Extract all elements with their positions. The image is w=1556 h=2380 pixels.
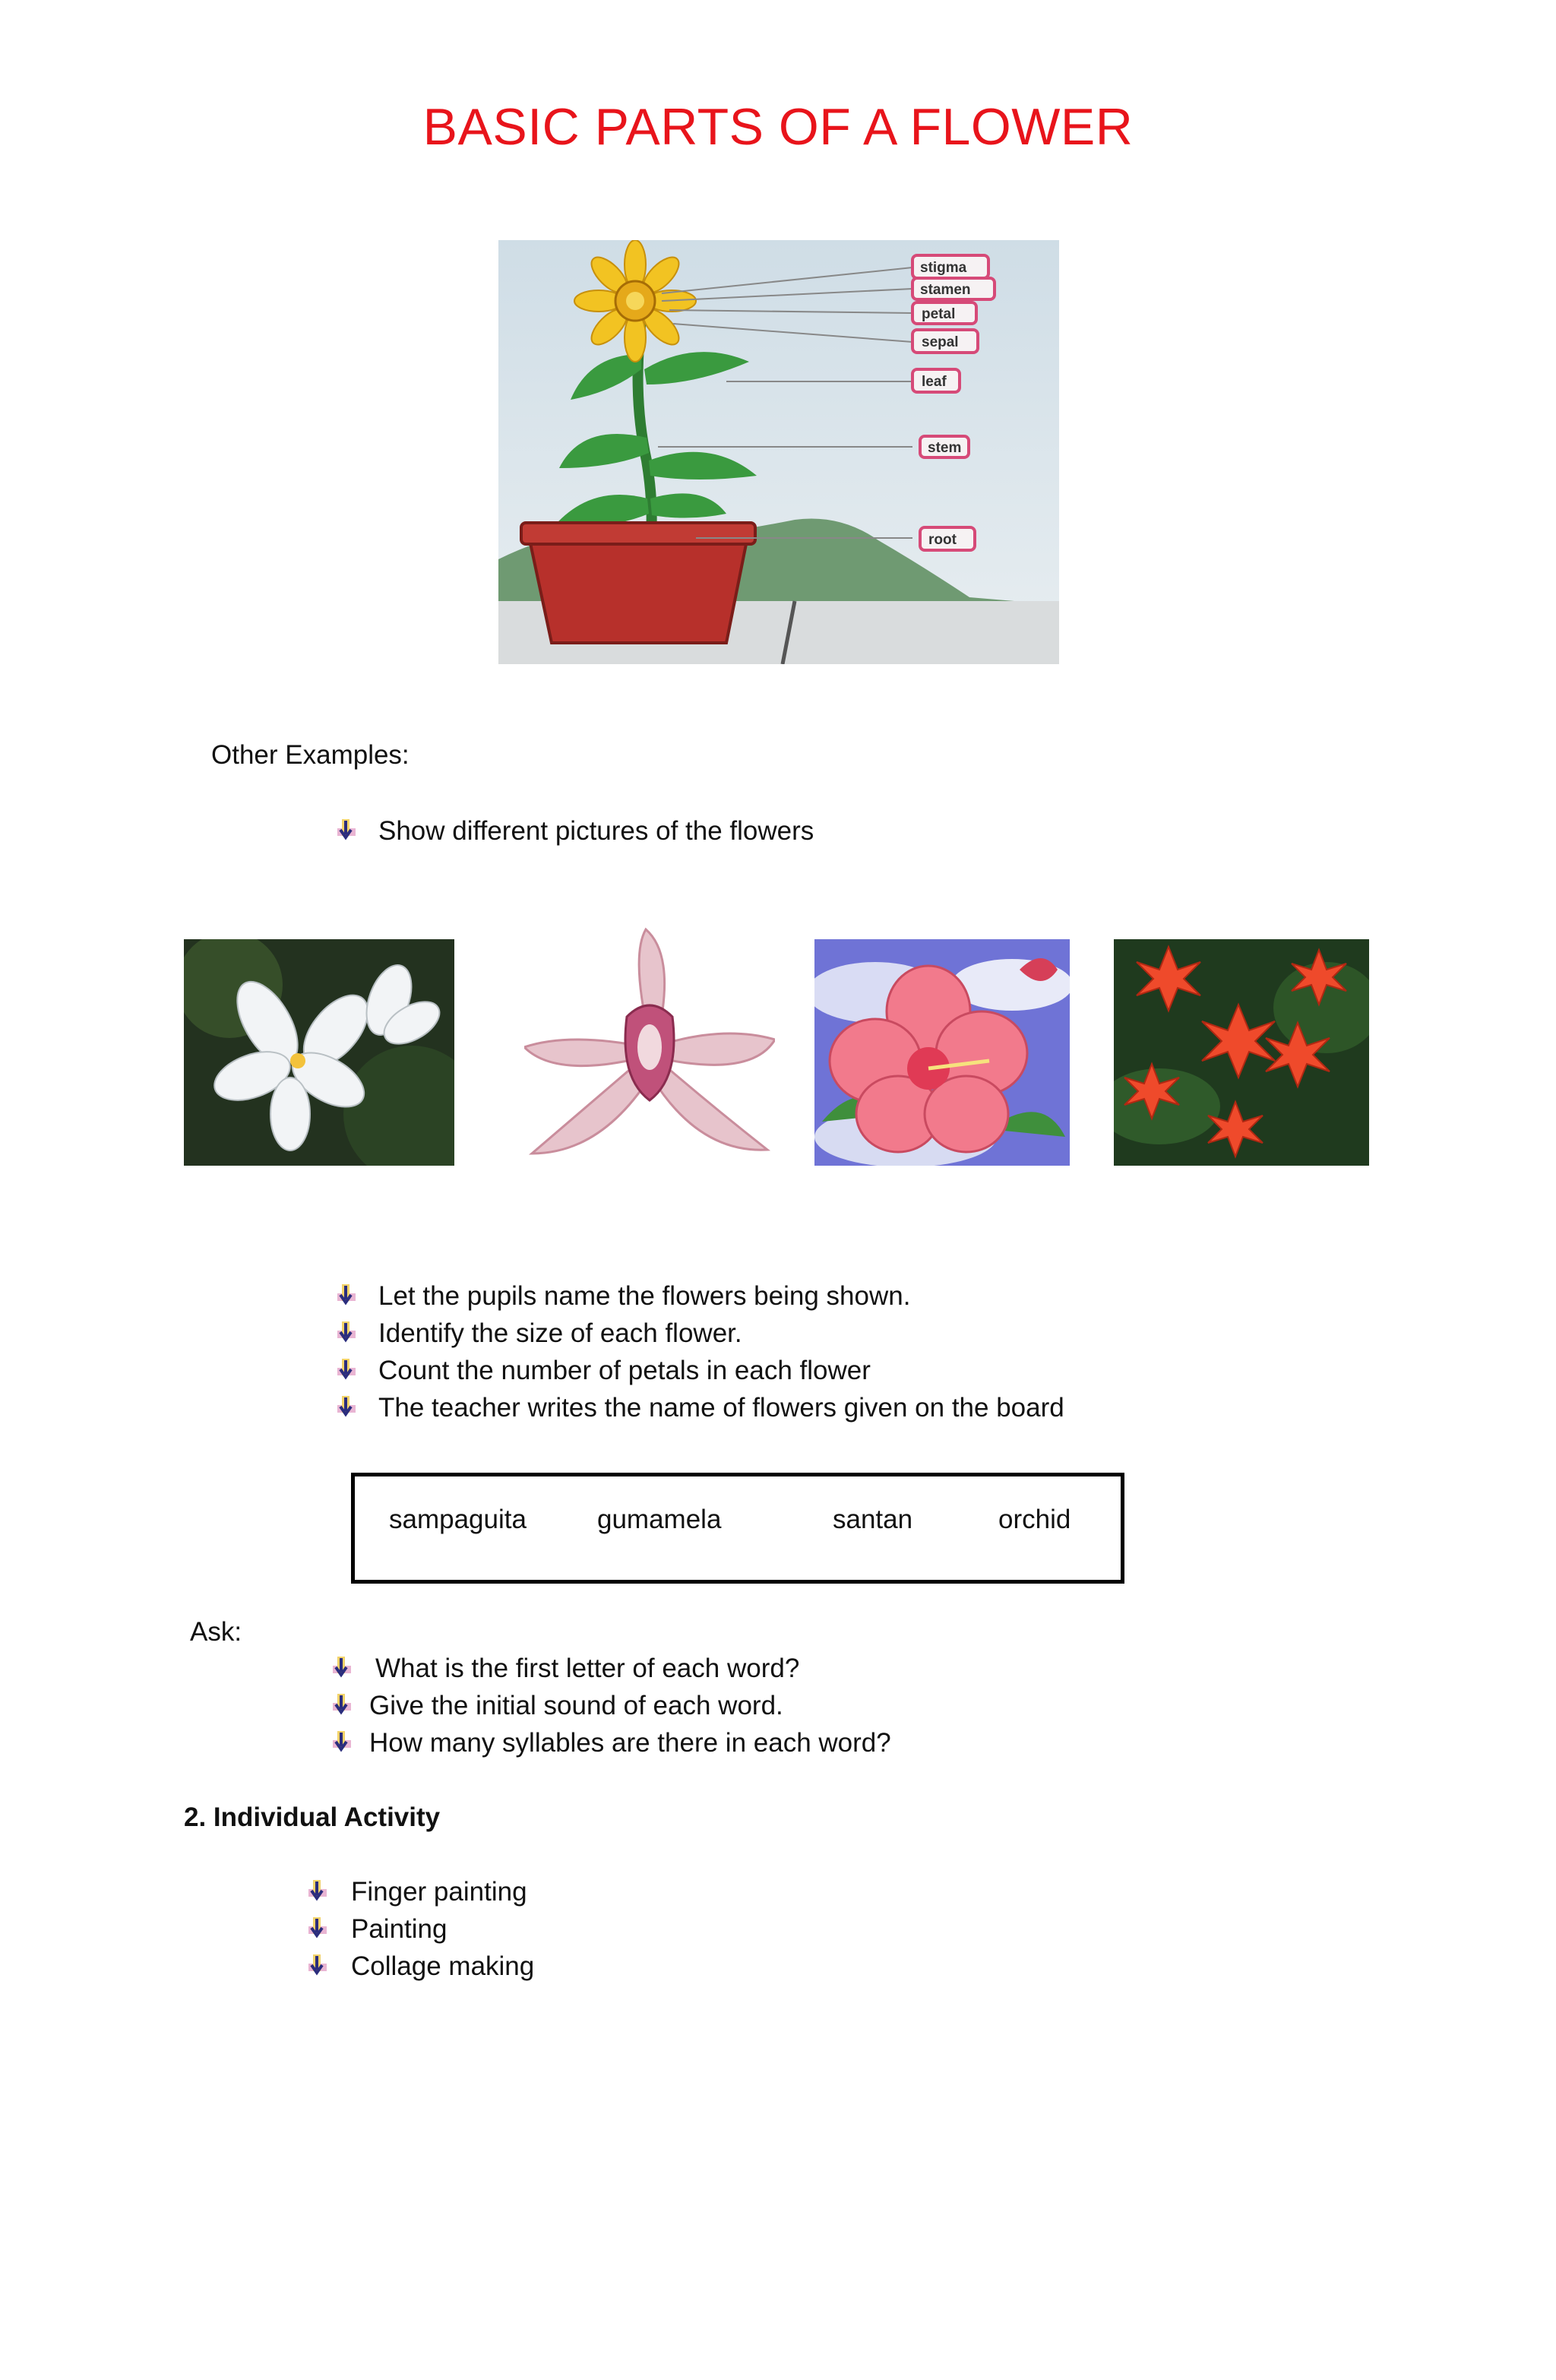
bullet-icon xyxy=(334,1320,359,1344)
flower-name-gumamela: gumamela xyxy=(597,1505,722,1534)
page-title: BASIC PARTS OF A FLOWER xyxy=(422,98,1134,156)
diagram-label-stamen: stamen xyxy=(920,282,971,298)
show-pictures-text: Show different pictures of the flowers xyxy=(378,816,814,846)
flower-name-sampaguita: sampaguita xyxy=(389,1505,527,1534)
diagram-label-stigma: stigma xyxy=(920,260,967,276)
activity-bullet-1: Let the pupils name the flowers being shown. xyxy=(378,1281,911,1311)
flower-parts-diagram xyxy=(498,240,1059,664)
gumamela-photo xyxy=(814,939,1070,1166)
bullet-icon xyxy=(334,1394,359,1419)
bullet-icon xyxy=(305,1953,330,1977)
orchid-photo xyxy=(524,926,775,1163)
activity-bullet-4: The teacher writes the name of flowers given on the board xyxy=(378,1393,1064,1423)
individual-bullet-2: Painting xyxy=(351,1914,448,1944)
diagram-label-leaf: leaf xyxy=(922,374,947,390)
ask-bullet-2: Give the initial sound of each word. xyxy=(369,1691,783,1720)
ask-bullet-3: How many syllables are there in each word? xyxy=(369,1728,891,1758)
ask-bullet-1: What is the first letter of each word? xyxy=(375,1654,800,1683)
bullet-icon xyxy=(334,1357,359,1381)
flower-name-santan: santan xyxy=(833,1505,913,1534)
activity-bullet-2: Identify the size of each flower. xyxy=(378,1318,742,1348)
sampaguita-photo xyxy=(184,939,454,1166)
bullet-icon xyxy=(305,1916,330,1940)
activity-bullet-3: Count the number of petals in each flower xyxy=(378,1356,871,1385)
individual-bullet-3: Collage making xyxy=(351,1951,535,1981)
flower-diagram-image xyxy=(498,240,1059,664)
diagram-label-sepal: sepal xyxy=(922,334,959,350)
bullet-icon xyxy=(330,1730,354,1754)
bullet-icon xyxy=(305,1878,330,1903)
individual-bullet-1: Finger painting xyxy=(351,1877,527,1907)
diagram-label-petal: petal xyxy=(922,306,956,322)
diagram-label-root: root xyxy=(928,532,957,548)
santan-photo xyxy=(1114,939,1369,1166)
bullet-icon xyxy=(334,1283,359,1307)
bullet-icon xyxy=(330,1692,354,1717)
bullet-icon xyxy=(334,818,359,842)
flower-name-orchid: orchid xyxy=(998,1505,1071,1534)
section-heading: 2. Individual Activity xyxy=(184,1802,441,1832)
diagram-label-stem: stem xyxy=(928,440,962,456)
bullet-icon xyxy=(330,1655,354,1679)
other-examples-label: Other Examples: xyxy=(211,740,410,770)
ask-label: Ask: xyxy=(190,1617,242,1647)
